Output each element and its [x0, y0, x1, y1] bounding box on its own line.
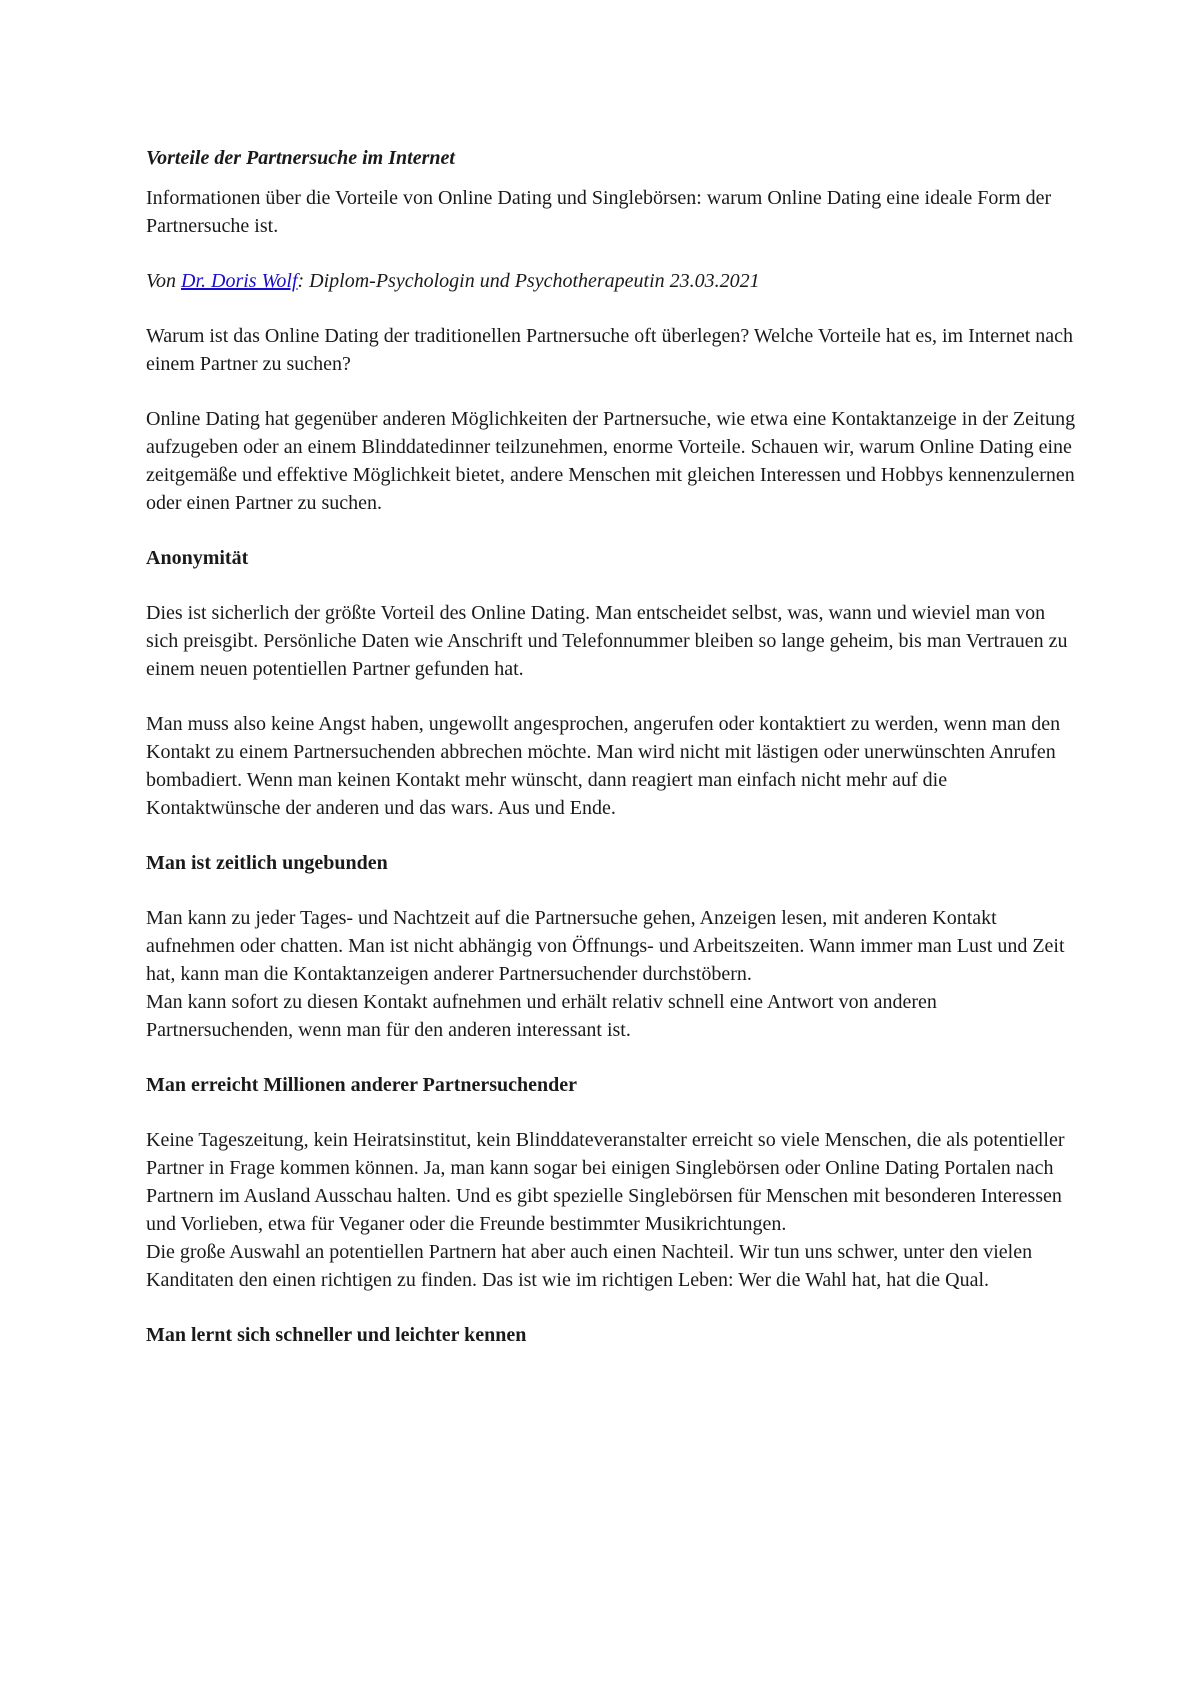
section-heading-faster: Man lernt sich schneller und leichter kennen [146, 1324, 527, 1346]
section-anonymity-paragraph-2: Man muss also keine Angst haben, ungewollt angesprochen, angerufen oder kontaktiert zu werden, wenn man den Kontakt zu einem Partnersuchenden abbrechen möchte. Man wird nicht mit lästigen oder unerwünschten Anrufen bombadiert. Wenn man keinen Kontakt mehr wünscht, dann reagiert man einfach nicht mehr auf die Kontaktwünsche der anderen und das wars. Aus und Ende. [146, 713, 1061, 819]
byline-suffix: : Diplom-Psychologin und Psychotherapeutin 23.03.2021 [297, 270, 760, 292]
byline [146, 267, 1080, 295]
byline-prefix: Von [146, 270, 181, 292]
lead-question: Warum ist das Online Dating der traditionellen Partnersuche oft überlegen? Welche Vorteile hat es, im Internet nach einem Partner zu suchen? [146, 325, 1074, 375]
section-heading-reach: Man erreicht Millionen anderer Partnersuchender [146, 1074, 578, 1096]
section-heading-anonymity: Anonymität [146, 547, 249, 569]
author-link[interactable]: Dr. Doris Wolf [181, 270, 298, 292]
section-anonymity-paragraph-1: Dies ist sicherlich der größte Vorteil des Online Dating. Man entscheidet selbst, was, wann und wieviel man von sich preisgibt. Persönliche Daten wie Anschrift und Telefonnummer bleiben so lange geheim, bis man Vertrauen zu einem neuen potentiellen Partner gefunden hat. [146, 602, 1068, 680]
article-intro: Informationen über die Vorteile von Online Dating und Singlebörsen: warum Online Dating eine ideale Form der Partnersuche ist. [146, 187, 1052, 237]
article-title: Vorteile der Partnersuche im Internet [146, 147, 455, 169]
section-reach-paragraph-2: Die große Auswahl an potentiellen Partnern hat aber auch einen Nachteil. Wir tun uns schwer, unter den vielen Kanditaten den einen richtigen zu finden. Das ist wie im richtigen Leben: Wer die Wahl hat, hat die Qual. [146, 1241, 1033, 1291]
section-time-paragraph-1: Man kann zu jeder Tages- und Nachtzeit auf die Partnersuche gehen, Anzeigen lesen, mit anderen Kontakt aufnehmen oder chatten. Man ist nicht abhängig von Öffnungs- und Arbeitszeiten. Wann immer man Lust und Zeit hat, kann man die Kontaktanzeigen anderer Partnersuchender durchstöbern. [146, 907, 1065, 985]
section-reach-body [146, 1126, 1080, 1294]
section-reach-paragraph-1: Keine Tageszeitung, kein Heiratsinstitut, kein Blinddateveranstalter erreicht so viele Menschen, die als potentieller Partner in Frage kommen können. Ja, man kann sogar bei einigen Singlebörsen oder Online Dating Portalen nach Partnern im Ausland Ausschau halten. Und es gibt spezielle Singlebörsen für Menschen mit besonderen Interessen und Vorlieben, etwa für Veganer oder die Freunde bestimmter Musikrichtungen. [146, 1129, 1065, 1235]
section-heading-time: Man ist zeitlich ungebunden [146, 852, 388, 874]
section-time-body [146, 904, 1080, 1044]
lead-text: Online Dating hat gegenüber anderen Möglichkeiten der Partnersuche, wie etwa eine Kontaktanzeige in der Zeitung aufzugeben oder an einem Blinddatedinner teilzunehmen, enorme Vorteile. Schauen wir, warum Online Dating eine zeitgemäße und effektive Möglichkeit bietet, andere Menschen mit gleichen Interessen und Hobbys kennenzulernen oder einen Partner zu suchen. [146, 408, 1076, 514]
section-time-paragraph-2: Man kann sofort zu diesen Kontakt aufnehmen und erhält relativ schnell eine Antwort von anderen Partnersuchenden, wenn man für den anderen interessant ist. [146, 991, 937, 1041]
